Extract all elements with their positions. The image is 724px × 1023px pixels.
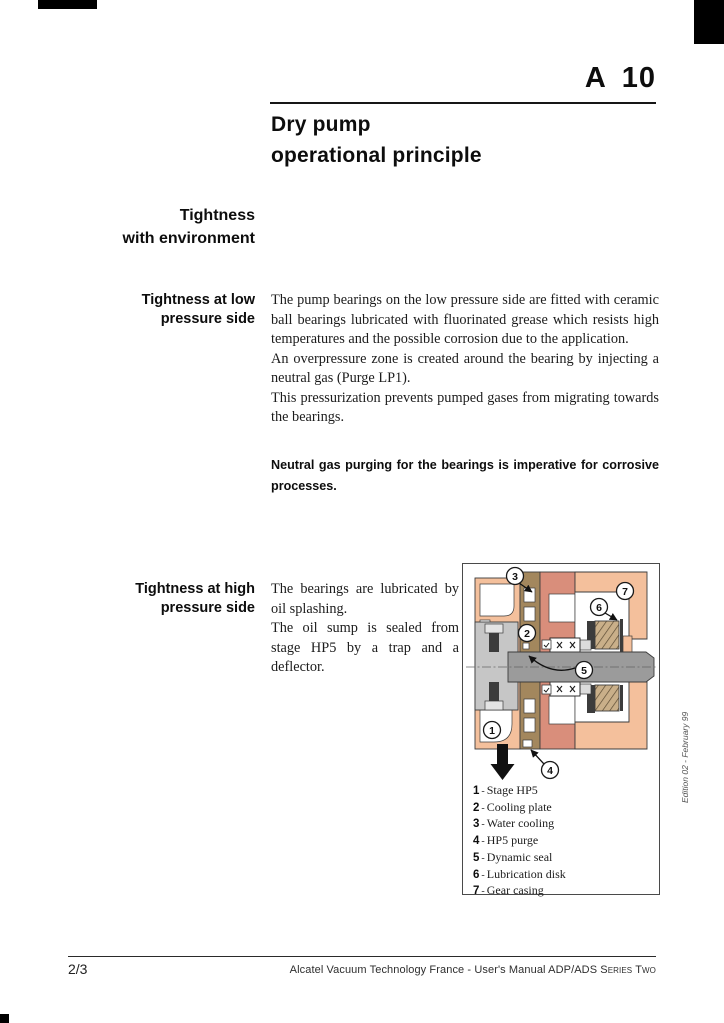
paragraph: The bearings are lubricated by oil splashing. xyxy=(271,581,459,617)
paragraph: The pump bearings on the low pressure side are fitted with ceramic ball bearings lubricated with fluorinated grease which resists high temperatures and the possible corrosion due to the application. xyxy=(271,292,659,347)
footer-manual-reference: Alcatel Vacuum Technology France - User's Manual ADP/ADS Series Two xyxy=(289,964,656,976)
paragraph: This pressurization prevents pumped gases from migrating towards the bearings. xyxy=(271,389,659,425)
section-heading-high-pressure: Tightness at high pressure side xyxy=(135,581,255,616)
legend-item: 7 - Gear casing xyxy=(473,883,544,898)
scan-artifact-top-left xyxy=(38,0,97,9)
gear-hatched-bottom xyxy=(595,685,619,711)
section-heading-low-pressure: Tightness at low pressure side xyxy=(141,292,255,327)
edition-note: Edition 02 - February 99 xyxy=(680,711,690,803)
doc-reference: A 10 xyxy=(584,62,656,94)
legend-label: Dynamic seal xyxy=(486,849,553,864)
series-label: Series Two xyxy=(600,964,656,976)
callout-7 xyxy=(617,583,634,600)
legend-item: 1 - Stage HP5 xyxy=(473,783,538,797)
scan-artifact-top-right xyxy=(694,0,724,44)
legend-item: 3 - Water cooling xyxy=(473,816,555,831)
legend-label: Water cooling xyxy=(486,816,555,831)
callout-5 xyxy=(576,662,593,679)
lubrication-disk xyxy=(620,619,623,652)
pump-diagram xyxy=(463,564,659,786)
scan-artifact-bottom-left xyxy=(0,1014,9,1023)
svg-text:1: 1 xyxy=(489,724,495,737)
callout-4 xyxy=(542,762,559,779)
legend-label: Lubrication disk xyxy=(486,866,566,881)
callout-2 xyxy=(519,625,536,642)
legend-label: Cooling plate xyxy=(486,799,552,814)
legend-item: 2 - Cooling plate xyxy=(473,799,552,814)
legend-item: 6 - Lubrication disk xyxy=(473,866,566,881)
svg-text:7: 7 xyxy=(622,585,628,598)
page-title-line2: operational principle xyxy=(271,144,482,167)
svg-text:3: 3 xyxy=(512,570,518,583)
gear-hatched-top xyxy=(595,621,619,649)
callout-1 xyxy=(484,722,501,739)
header-rule xyxy=(270,102,656,104)
figure-legend xyxy=(473,783,653,900)
callout-6 xyxy=(591,599,608,616)
svg-text:6: 6 xyxy=(596,601,602,614)
footer-rule xyxy=(68,956,656,957)
legend-label: Gear casing xyxy=(486,883,544,898)
low-pressure-body-text xyxy=(271,291,659,428)
warning-note: Neutral gas purging for the bearings is imperative for corrosive processes. xyxy=(271,458,659,493)
high-pressure-body-text xyxy=(271,580,459,678)
section-heading-environment: Tightness with environment xyxy=(122,207,255,247)
page-title-line1: Dry pump xyxy=(271,113,371,136)
page-title xyxy=(271,109,482,171)
legend-label: HP5 purge xyxy=(486,833,539,848)
page-number: 2/3 xyxy=(68,961,88,977)
svg-text:4: 4 xyxy=(547,764,553,777)
legend-label: Stage HP5 xyxy=(486,783,538,797)
svg-text:5: 5 xyxy=(581,664,587,677)
paragraph: The oil sump is sealed from stage HP5 by a trap and a deflector. xyxy=(271,620,459,675)
pump-cross-section-figure xyxy=(462,563,660,898)
callout-3 xyxy=(507,568,524,585)
legend-item: 4 - HP5 purge xyxy=(473,833,539,848)
svg-text:2: 2 xyxy=(524,627,530,640)
legend-item: 5 - Dynamic seal xyxy=(473,849,553,864)
paragraph: An overpressure zone is created around the bearing by injecting a neutral gas (Purge LP1). xyxy=(271,350,659,386)
